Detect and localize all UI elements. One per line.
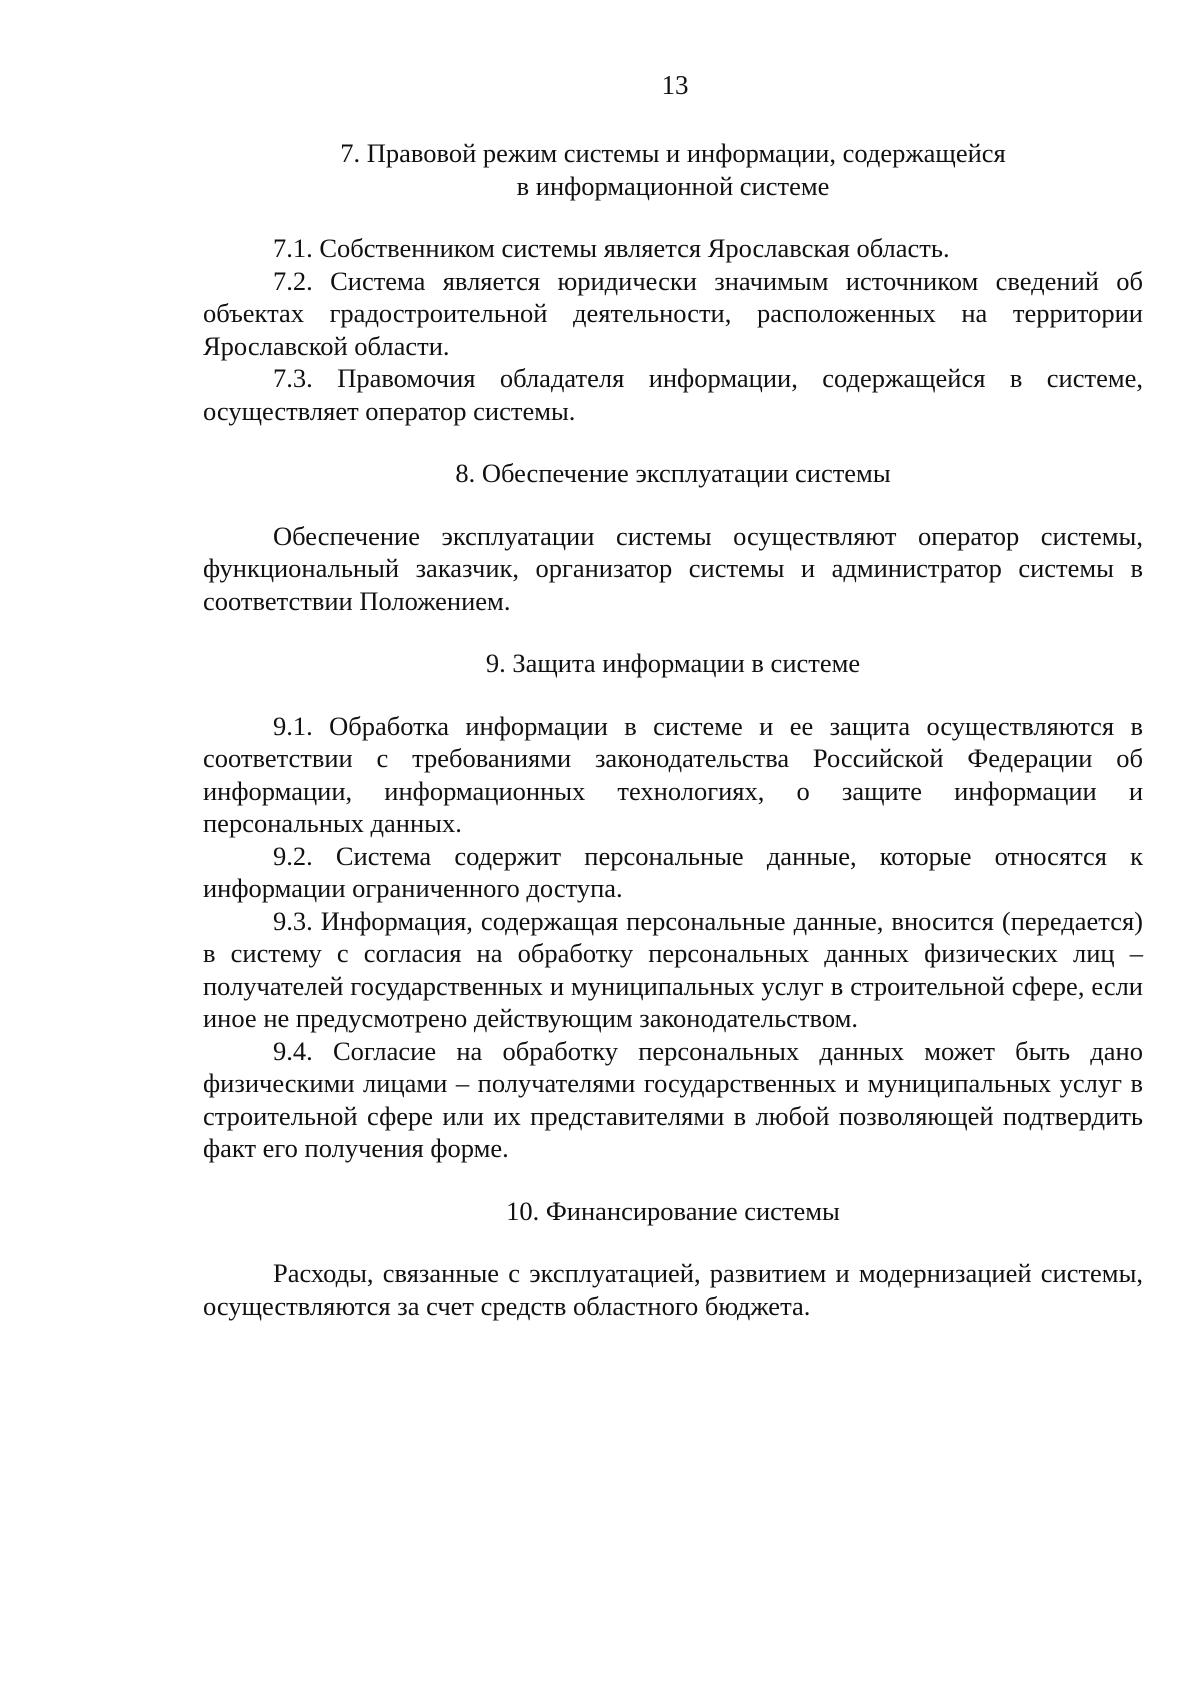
paragraph-9-4: 9.4. Согласие на обработку персональных данных может быть дано физическими лицами – получателями государственных и муниципальных услуг в строительной сфере или их представителями в любой позволяющей подтвердить факт его получения форме. [203,1035,1143,1163]
document-body [203,137,1143,1322]
section-9-heading [203,647,1143,680]
paragraph-10: Расходы, связанные с эксплуатацией, развитием и модернизацией системы, осуществляются за счет средств областного бюджета. [203,1258,1143,1321]
section-10-heading [203,1195,1143,1228]
paragraph-7-2: 7.2. Система является юридически значимым источником сведений об объектах градостроительной деятельности, расположенных на территории Ярославской области. [203,265,1143,361]
section-7-heading-line-1: 7. Правовой режим системы и информации, содержащейся [340,138,1006,168]
paragraph-8: Обеспечение эксплуатации системы осуществляют оператор системы, функциональный заказчик, организатор системы и администратор системы в соответствии Положением. [203,520,1143,616]
section-9-heading-line-1: 9. Защита информации в системе [485,648,861,678]
section-7-heading-line-2: в информационной системе [516,170,830,201]
paragraph-9-1: 9.1. Обработка информации в системе и ее защита осуществляются в соответствии с требованиями законодательства Российской Федерации об информации, информационных технологиях, о защите информации и персональных данных. [203,710,1143,838]
paragraph-9-3: 9.3. Информация, содержащая персональные данные, вносится (передается) в систему с согласия на обработку персональных данных физических лиц – получателей государственных и муниципальных услуг в строительной сфере, если иное не предусмотрено действующим законодательством. [203,905,1143,1033]
paragraph-9-2: 9.2. Система содержит персональные данные, которые относятся к информации ограниченного доступа. [203,840,1143,903]
page-number: 13 [661,70,689,100]
section-10-heading-line-1: 10. Финансирование системы [506,1195,840,1226]
paragraph-7-3: 7.3. Правомочия обладателя информации, содержащейся в системе, осуществляет оператор системы. [203,363,1143,426]
section-8-heading-line-1: 8. Обеспечение эксплуатации системы [455,458,891,488]
section-7-heading [203,137,1143,202]
paragraph-7-1: 7.1. Собственником системы является Ярославская область. [273,233,950,263]
section-8-heading [203,457,1143,490]
